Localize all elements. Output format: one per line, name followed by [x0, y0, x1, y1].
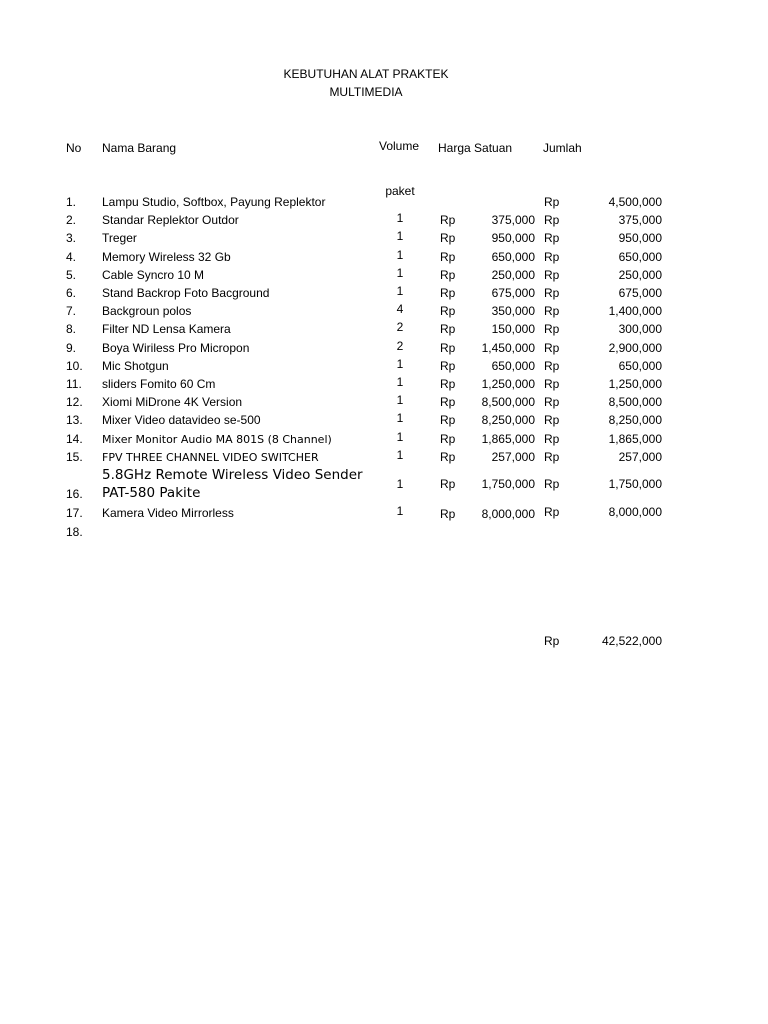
row-no: 14. — [66, 432, 83, 446]
row-total: 1,865,000 — [608, 432, 662, 446]
row-total: 250,000 — [618, 268, 662, 282]
row-name: Filter ND Lensa Kamera — [102, 322, 231, 336]
row-volume: paket — [385, 184, 415, 198]
row-total: 257,000 — [618, 450, 662, 464]
row-total: 1,400,000 — [608, 304, 662, 318]
row-no: 11. — [66, 377, 82, 391]
row-volume: 1 — [396, 393, 404, 407]
row-price-currency: Rp — [440, 286, 456, 300]
row-no: 8. — [66, 322, 77, 336]
row-name: Kamera Video Mirrorless — [102, 506, 234, 520]
row-price: 250,000 — [491, 268, 535, 282]
row-no: 15. — [66, 450, 83, 464]
row-total: 1,750,000 — [608, 477, 662, 491]
row-price: 257,000 — [491, 450, 535, 464]
row-total: 8,000,000 — [608, 505, 662, 519]
grand-total-currency: Rp — [544, 634, 560, 648]
row-price-currency: Rp — [440, 231, 456, 245]
row-name: Memory Wireless 32 Gb — [102, 250, 231, 264]
row-no: 12. — [66, 395, 83, 409]
row-volume: 1 — [396, 504, 404, 518]
row-price: 8,500,000 — [481, 395, 535, 409]
row-name-line1: 5.8GHz Remote Wireless Video Sender — [102, 467, 363, 483]
row-total-currency: Rp — [544, 395, 560, 409]
row-total-currency: Rp — [544, 268, 560, 282]
row-total-currency: Rp — [544, 213, 560, 227]
row-no: 9. — [66, 341, 77, 355]
grand-total-value: 42,522,000 — [601, 634, 662, 648]
row-volume: 1 — [396, 266, 404, 280]
row-price-currency: Rp — [440, 413, 456, 427]
row-price-currency: Rp — [440, 268, 456, 282]
row-no: 3. — [66, 231, 77, 245]
row-name: Stand Backrop Foto Bacground — [102, 286, 270, 300]
row-total: 650,000 — [618, 359, 662, 373]
row-total: 300,000 — [618, 322, 662, 336]
row-volume: 1 — [396, 448, 404, 462]
header-volume: Volume — [379, 139, 420, 153]
row-volume: 1 — [396, 211, 404, 225]
row-volume: 2 — [396, 339, 404, 353]
row-total: 650,000 — [618, 250, 662, 264]
row-price-currency: Rp — [440, 213, 456, 227]
document-title: KEBUTUHAN ALAT PRAKTEK — [283, 67, 449, 81]
row-no: 1. — [66, 195, 77, 209]
row-no: 18. — [66, 525, 83, 539]
row-price-currency: Rp — [440, 432, 456, 446]
row-price-currency: Rp — [440, 341, 456, 355]
row-total: 8,500,000 — [608, 395, 662, 409]
row-price: 375,000 — [491, 213, 535, 227]
row-no: 17. — [66, 506, 83, 520]
row-name: Standar Replektor Outdor — [102, 213, 239, 227]
row-no: 6. — [66, 286, 77, 300]
row-total-currency: Rp — [544, 432, 560, 446]
row-price: 650,000 — [491, 359, 535, 373]
row-total: 375,000 — [618, 213, 662, 227]
row-total-currency: Rp — [544, 250, 560, 264]
row-volume: 4 — [396, 302, 404, 316]
row-price: 1,865,000 — [481, 432, 535, 446]
row-name: Treger — [102, 231, 137, 245]
row-volume: 1 — [396, 284, 404, 298]
row-total-currency: Rp — [544, 231, 560, 245]
header-no: No — [66, 141, 82, 155]
row-name: Lampu Studio, Softbox, Payung Replektor — [102, 195, 326, 209]
row-name: Mixer Monitor Audio MA 801S (8 Channel) — [102, 433, 332, 446]
row-price: 675,000 — [491, 286, 535, 300]
row-total-currency: Rp — [544, 413, 560, 427]
row-price-currency: Rp — [440, 304, 456, 318]
header-unit-price: Harga Satuan — [438, 141, 513, 155]
row-total: 950,000 — [618, 231, 662, 245]
row-total: 2,900,000 — [608, 341, 662, 355]
row-name: Xiomi MiDrone 4K Version — [102, 395, 243, 409]
header-name: Nama Barang — [102, 141, 177, 155]
row-price: 1,450,000 — [481, 341, 535, 355]
row-total: 4,500,000 — [608, 195, 662, 209]
row-total-currency: Rp — [544, 505, 560, 519]
row-no: 4. — [66, 250, 77, 264]
row-price-currency: Rp — [440, 250, 456, 264]
row-price-currency: Rp — [440, 450, 456, 464]
row-total: 8,250,000 — [608, 413, 662, 427]
row-no: 13. — [66, 413, 83, 427]
row-total-currency: Rp — [544, 450, 560, 464]
row-volume: 1 — [396, 375, 404, 389]
row-price: 150,000 — [491, 322, 535, 336]
row-price: 8,000,000 — [481, 507, 535, 521]
row-no: 16. — [66, 487, 83, 501]
row-total-currency: Rp — [544, 322, 560, 336]
row-total-currency: Rp — [544, 341, 560, 355]
row-name: Backgroun polos — [102, 304, 192, 318]
row-total-currency: Rp — [544, 286, 560, 300]
row-volume: 2 — [396, 320, 404, 334]
row-price: 650,000 — [491, 250, 535, 264]
row-total: 675,000 — [618, 286, 662, 300]
row-total: 1,250,000 — [608, 377, 662, 391]
row-volume: 1 — [396, 357, 404, 371]
row-total-currency: Rp — [544, 195, 560, 209]
document-subtitle: MULTIMEDIA — [329, 85, 403, 99]
row-price: 1,250,000 — [481, 377, 535, 391]
header-total: Jumlah — [543, 141, 582, 155]
row-price-currency: Rp — [440, 322, 456, 336]
row-price: 350,000 — [491, 304, 535, 318]
row-no: 7. — [66, 304, 77, 318]
row-volume: 1 — [396, 477, 404, 491]
row-name: Mic Shotgun — [102, 359, 169, 373]
row-name: Mixer Video datavideo se-500 — [102, 413, 261, 427]
row-volume: 1 — [396, 248, 404, 262]
row-price-currency: Rp — [440, 477, 456, 491]
row-no: 2. — [66, 213, 77, 227]
row-total-currency: Rp — [544, 477, 560, 491]
row-name: sliders Fomito 60 Cm — [102, 377, 216, 391]
row-no: 10. — [66, 359, 83, 373]
row-price: 950,000 — [491, 231, 535, 245]
row-name: FPV THREE CHANNEL VIDEO SWITCHER — [102, 451, 319, 464]
row-name: Cable Syncro 10 M — [102, 268, 205, 282]
row-volume: 1 — [396, 411, 404, 425]
row-volume: 1 — [396, 229, 404, 243]
row-price: 1,750,000 — [481, 477, 535, 491]
row-price-currency: Rp — [440, 395, 456, 409]
row-total-currency: Rp — [544, 377, 560, 391]
row-price-currency: Rp — [440, 507, 456, 521]
row-no: 5. — [66, 268, 77, 282]
row-price-currency: Rp — [440, 377, 456, 391]
row-total-currency: Rp — [544, 359, 560, 373]
row-price-currency: Rp — [440, 359, 456, 373]
row-name-line2: PAT-580 Pakite — [102, 485, 201, 501]
row-total-currency: Rp — [544, 304, 560, 318]
row-price: 8,250,000 — [481, 413, 535, 427]
row-volume: 1 — [396, 430, 404, 444]
row-name: Boya Wiriless Pro Micropon — [102, 341, 250, 355]
